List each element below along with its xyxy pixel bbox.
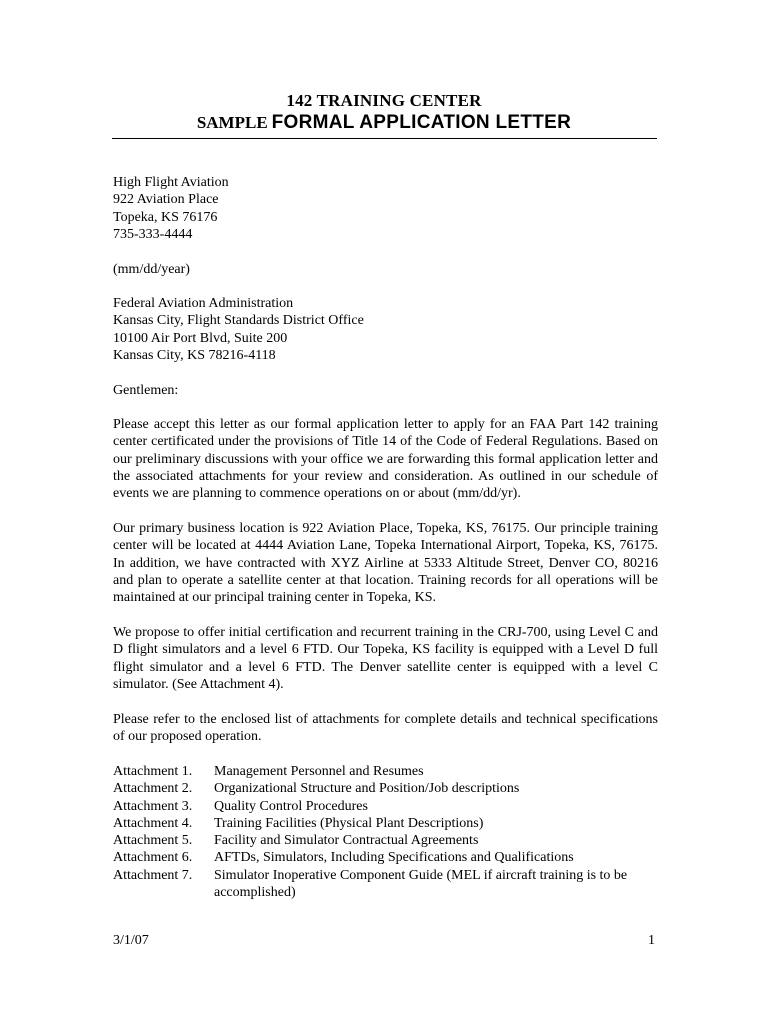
- recipient-city: Kansas City, KS 78216-4118: [113, 347, 276, 363]
- paragraph-2-text: Our primary business location is 922 Aviation Place, Topeka, KS, 76175. Our principle training center will be located at 4444 Aviation Lane, Topeka International Airport, Topeka, KS, 76175. In addition, we have contracted with XYZ Airline at 5333 Altitude Street, Denver CO, 80216 and plan to operate a satellite center at that location. Training records for all operations will be maintained at our principal training center in Topeka, KS.: [113, 521, 658, 606]
- attachment-row: [113, 798, 658, 815]
- title-application-letter: [0, 112, 768, 134]
- sender-address-block: [113, 174, 658, 243]
- recipient-address-block: [113, 295, 658, 364]
- attachment-description: Quality Control Procedures: [214, 798, 368, 814]
- salutation: [113, 382, 658, 399]
- paragraph-1-text: Please accept this letter as our formal application letter to apply for an FAA Part 142 training center certificated under the provisions of Title 14 of the Code of Federal Regulations. Based on our preliminary discussions with your office we are forwarding this formal application letter and the associated attachments for your review and consideration. As outlined in our schedule of events we are planning to commence operations on or about (mm/dd/yr).: [113, 417, 658, 502]
- letter-date: [113, 261, 658, 278]
- attachment-description: Organizational Structure and Position/Job descriptions: [214, 781, 520, 797]
- attachment-row: [113, 849, 658, 866]
- paragraph-3-text: We propose to offer initial certification and recurrent training in the CRJ-700, using Level C and D flight simulators and a level 6 FTD. Our Topeka, KS facility is equipped with a Level D full flight simulator and a level 6 FTD. The Denver satellite center is equipped with a level C simulator. (See Attachment 4).: [113, 625, 658, 692]
- title-formal-words: FORMAL APPLICATION LETTER: [271, 112, 572, 133]
- attachment-row: [113, 867, 658, 902]
- recipient-office: Kansas City, Flight Standards District Office: [113, 313, 364, 329]
- footer-date: 3/1/07: [113, 933, 149, 948]
- sender-name: High Flight Aviation: [113, 175, 229, 190]
- attachment-number: Attachment 1.: [113, 764, 193, 779]
- attachment-row: [113, 815, 658, 832]
- attachments-list: [113, 763, 658, 901]
- recipient-org: Federal Aviation Administration: [113, 296, 294, 311]
- attachment-description: Facility and Simulator Contractual Agreements: [214, 833, 479, 849]
- attachment-row: [113, 763, 658, 780]
- attachment-number: Attachment 2.: [113, 781, 193, 797]
- attachment-number: Attachment 7.: [113, 867, 193, 883]
- title-sample-word: SAMPLE: [196, 113, 268, 132]
- sender-city: Topeka, KS 76176: [113, 209, 218, 225]
- attachment-row: [113, 780, 658, 797]
- attachment-number: Attachment 4.: [113, 815, 193, 831]
- sender-phone: 735-333-4444: [113, 226, 193, 242]
- paragraph-4: [113, 711, 658, 746]
- paragraph-1: [113, 416, 658, 502]
- attachment-row: [113, 832, 658, 849]
- attachment-description: Simulator Inoperative Component Guide (MEL if aircraft training is to be accomplished): [214, 867, 628, 901]
- paragraph-2: [113, 520, 658, 606]
- attachment-description: AFTDs, Simulators, Including Specifications and Qualifications: [214, 850, 574, 866]
- recipient-street: 10100 Air Port Blvd, Suite 200: [113, 330, 288, 346]
- sender-street: 922 Aviation Place: [113, 192, 219, 208]
- paragraph-3: [113, 624, 658, 693]
- paragraph-4-text: Please refer to the enclosed list of attachments for complete details and technical specifications of our proposed operation.: [113, 712, 658, 745]
- date-placeholder: (mm/dd/year): [113, 262, 190, 277]
- attachment-description: Management Personnel and Resumes: [214, 764, 424, 779]
- attachment-number: Attachment 3.: [113, 798, 193, 814]
- salutation-text: Gentlemen:: [113, 383, 179, 398]
- title-training-center: 142 TRAINING CENTER: [286, 91, 482, 110]
- title-divider: [112, 138, 657, 139]
- attachment-description: Training Facilities (Physical Plant Descriptions): [214, 815, 484, 831]
- attachment-number: Attachment 5.: [113, 833, 193, 849]
- page-number: 1: [648, 933, 655, 948]
- attachment-number: Attachment 6.: [113, 850, 193, 866]
